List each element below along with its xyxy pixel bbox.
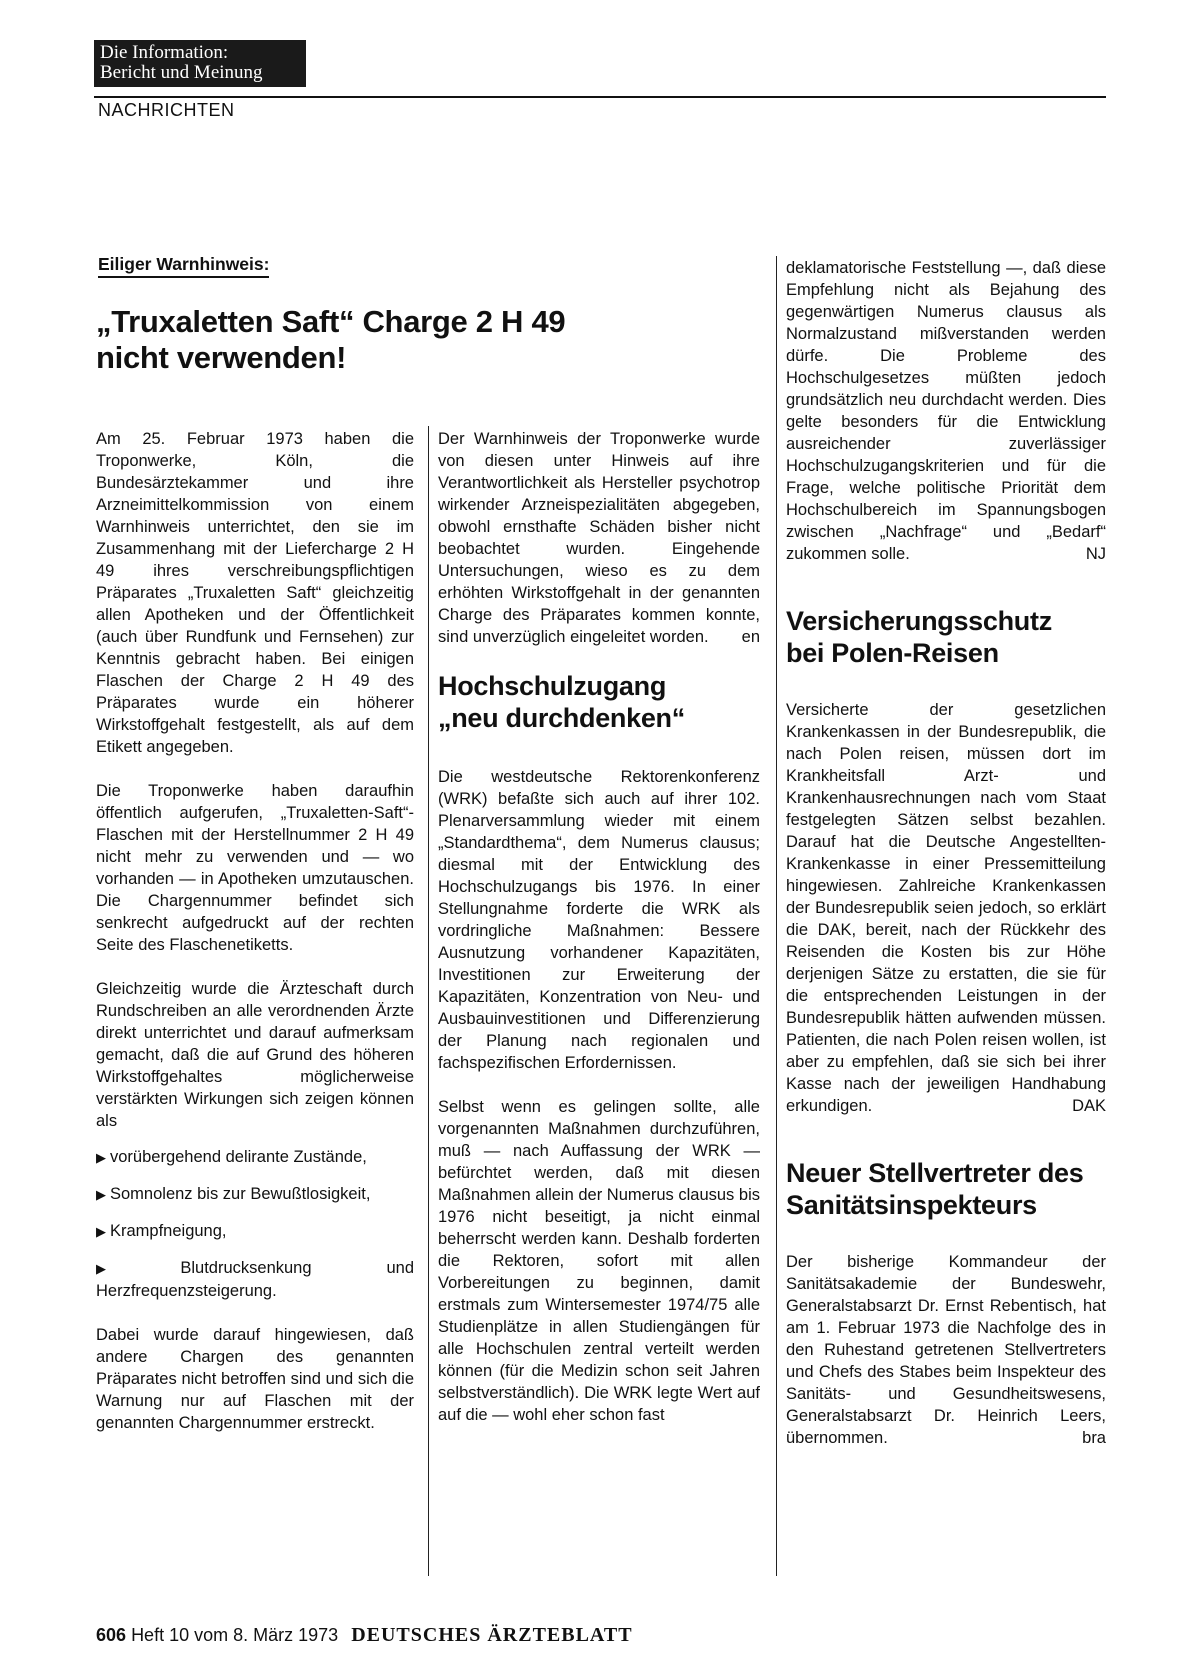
article2-signature: NJ [1085, 545, 1106, 563]
article2-paragraph-1: Die westdeutsche Rektorenkonferenz (WRK) befaßte sich auch auf ihrer 102. Plenarversammlung wieder mit einem „Standardthema“, dem Numerus clausus; diesmal mit der Entwicklung des Hochschulzugangs bis 1976. In einer Stellungnahme forderte die WRK als vordringliche Maßnahmen: Bessere Ausnutzung vorhandener Kapazitäten, Investitionen zur Erweiterung der Kapazitäten, Konzentration von Neu- und Ausbauinvestitionen und Differenzierung der Planung nach regionalen und fachspezifischen Erfordernissen. [438, 768, 760, 1072]
article2-headline [438, 670, 760, 734]
column-2 [438, 428, 760, 1448]
column-divider-1 [428, 426, 429, 1576]
article1-paragraph-4: Dabei wurde darauf hingewiesen, daß andere Chargen des genannten Präparates nicht betroffen sind und sich die Warnung nur auf Flaschen mit der genannten Chargennummer erstreckt. [96, 1326, 414, 1432]
bullet-item [96, 1146, 414, 1169]
bullet-text: Blutdrucksenkung und Herzfrequenzsteigerung. [96, 1259, 414, 1300]
journal-title: DEUTSCHES ÄRZTEBLATT [351, 1624, 633, 1646]
column-divider-2 [776, 256, 777, 1576]
article4-paragraph-1 [786, 1251, 1106, 1449]
bullet-item [96, 1257, 414, 1302]
bullet-text: vorübergehend delirante Zustände, [110, 1148, 367, 1166]
bullet-item [96, 1183, 414, 1206]
article1-paragraph-5-text: Der Warnhinweis der Troponwerke wurde von diesen unter Hinweis auf ihre Verantwortlichkeit als Hersteller psychotrop wirkender Arzneispezialitäten abgegeben, obwohl ernsthafte Schäden bisher nicht beobachtet wurden. Eingehende Untersuchungen, wieso es zu dem erhöhten Wirkstoffgehalt in der genannten Charge des Präparates kommen konnte, sind unverzüglich eingeleitet worden. [438, 430, 760, 646]
section-label: NACHRICHTEN [98, 100, 235, 120]
triangle-bullet-icon: ▶ [96, 1224, 106, 1239]
bullet-text: Somnolenz bis zur Bewußtlosigkeit, [110, 1185, 371, 1203]
article2-paragraph-3-text: deklamatorische Feststellung —, daß diese Empfehlung nicht als Bejahung des gegenwärtigen Numerus clausus als Normalzustand mißverstanden werden dürfe. Die Probleme des Hochschulgesetzes müßten jedoch grundsätzlich neu durchdacht werden. Dies gelte besonders für die Entwicklung ausreichender zuverlässiger Hochschulzugangskriterien und für die Frage, welche politische Priorität dem Hochschulbereich im Spannungsbogen zwischen „Nachfrage“ und „Bedarf“ zukommen solle. [786, 259, 1106, 563]
article1-headline-line-1: „Truxaletten Saft“ Charge 2 H 49 [96, 304, 566, 339]
article4-headline [786, 1157, 1106, 1221]
masthead-line-1: Die Information: [100, 42, 229, 63]
article3-headline-line-1: Versicherungsschutz [786, 606, 1052, 636]
article1-paragraph-5 [438, 428, 760, 648]
masthead-line-2: Bericht und Meinung [100, 62, 263, 83]
masthead [94, 40, 306, 87]
triangle-bullet-icon: ▶ [96, 1150, 106, 1165]
triangle-bullet-icon: ▶ [96, 1187, 106, 1202]
article2-headline-line-1: Hochschulzugang [438, 671, 667, 701]
bullet-item [96, 1220, 414, 1243]
article3-paragraph-1 [786, 699, 1106, 1117]
issue-info: Heft 10 vom 8. März 1973 [131, 1625, 339, 1645]
article3-headline-line-2: bei Polen-Reisen [786, 638, 999, 668]
article2-paragraph-3 [786, 257, 1106, 565]
bullet-text: Krampfneigung, [110, 1222, 227, 1240]
article1-paragraph-3: Gleichzeitig wurde die Ärzteschaft durch Rundschreiben an alle verordnenden Ärzte direkt unterrichtet und darauf aufmerksam gemacht, daß die auf Grund des höheren Wirkstoffgehaltes möglicherweise verstärkten Wirkungen sich zeigen können als [96, 980, 414, 1130]
article3-paragraph-1-text: Versicherte der gesetzlichen Krankenkassen in der Bundesrepublik, die nach Polen reisen, müssen dort im Krankheitsfall Arzt- und Krankenhausrechnungen nach vom Staat festgelegten Sätzen selbst bezahlen. Darauf hat die Deutsche Angestellten-Krankenkasse in einer Pressemitteilung hingewiesen. Zahlreiche Krankenkassen der Bundesrepublik seien jedoch, so erklärt die DAK, bereit, nach der Rückkehr des Reisenden die Kosten bis zur Höhe derjenigen Sätze zu erstatten, die sie für die entsprechenden Leistungen in der Bundesrepublik hätten aufwenden müssen. Patienten, die nach Polen reisen wollen, ist aber zu empfehlen, daß sie sich bei ihrer Kasse nach der jeweiligen Handhabung erkundigen. [786, 701, 1106, 1115]
article1-paragraph-1: Am 25. Februar 1973 haben die Troponwerke, Köln, die Bundesärztekammer und ihre Arzneimittelkommission von einem Warnhinweis unterrichtet, den sie im Zusammenhang mit der Liefercharge 2 H 49 ihres verschreibungspflichtigen Präparates „Truxaletten Saft“ gleichzeitig allen Apotheken und der Öffentlichkeit (auch über Rundfunk und Fernsehen) zur Kenntnis gebracht haben. Bei einigen Flaschen der Charge 2 H 49 des Präparates wurde ein höherer Wirkstoffgehalt festgestellt, als auf dem Etikett angegeben. [96, 430, 414, 756]
column-1 [96, 428, 414, 1456]
article4-signature: bra [1082, 1429, 1106, 1447]
article4-headline-line-2: Sanitätsinspekteurs [786, 1190, 1037, 1220]
article4-paragraph-1-text: Der bisherige Kommandeur der Sanitätsakademie der Bundeswehr, Generalstabsarzt Dr. Ernst Rebentisch, hat am 1. Februar 1973 die Nachfolge des in den Ruhestand getretenen Stellvertreters und Chefs des Stabes beim Inspekteur des Sanitäts- und Gesundheitswesens, Generalstabsarzt Dr. Heinrich Leers, übernommen. [786, 1253, 1106, 1447]
page-footer [96, 1624, 633, 1647]
article3-signature: DAK [1072, 1097, 1106, 1115]
article1-signature: en [741, 628, 760, 646]
article3-headline [786, 605, 1106, 669]
column-3 [786, 257, 1106, 1471]
top-rule [94, 96, 1106, 98]
page-number: 606 [96, 1625, 127, 1645]
article2-paragraph-2: Selbst wenn es gelingen sollte, alle vorgenannten Maßnahmen durchzuführen, muß — nach Auffassung der WRK — befürchtet werden, daß mit diesen Maßnahmen allein der Numerus clausus bis 1976 nicht beseitigt, ja nicht einmal beherrscht werden kann. Deshalb forderten die Rektoren, sofort mit allen Vorbereitungen zu beginnen, damit erstmals zum Wintersemester 1974/75 alle Studienplätze in allen Studiengängen für alle Hochschulen zentral verteilt werden können (für die Medizin schon seit Jahren selbstverständlich). Die WRK legte Wert auf auf die — wohl eher schon fast [438, 1098, 760, 1424]
article4-headline-line-1: Neuer Stellvertreter des [786, 1158, 1084, 1188]
article1-paragraph-2: Die Troponwerke haben daraufhin öffentlich aufgerufen, „Truxaletten-Saft“-Flaschen mit der Herstellnummer 2 H 49 nicht mehr zu verwenden und — wo vorhanden — in Apotheken umzutauschen. Die Chargennummer befindet sich senkrecht aufgedruckt auf der rechten Seite des Flaschenetiketts. [96, 782, 414, 954]
triangle-bullet-icon: ▶ [96, 1261, 177, 1276]
article1-headline [96, 304, 736, 376]
article1-kicker: Eiliger Warnhinweis: [98, 254, 269, 278]
article1-headline-line-2: nicht verwenden! [96, 340, 347, 375]
article2-headline-line-2: „neu durchdenken“ [438, 703, 685, 733]
